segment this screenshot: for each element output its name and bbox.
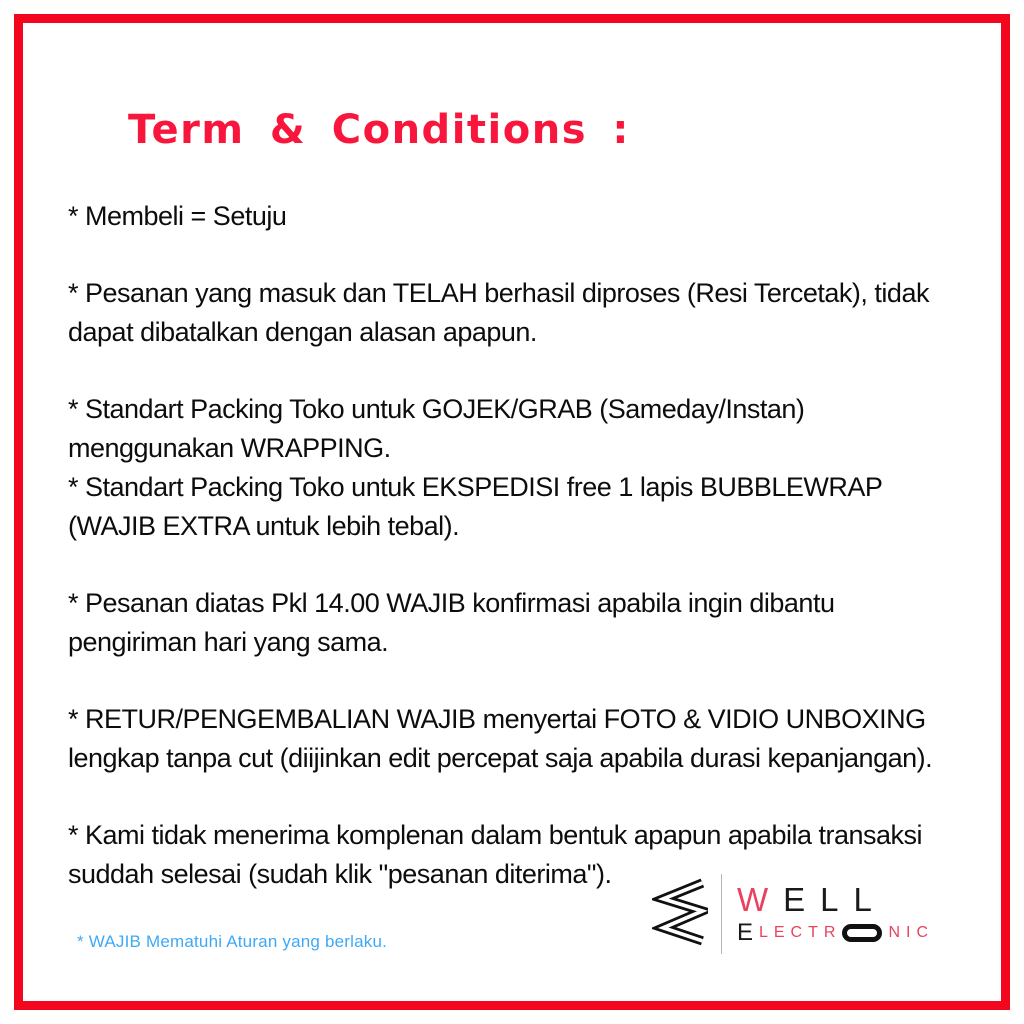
terms-paragraph bbox=[68, 584, 950, 662]
terms-line: suddah selesai (sudah klik "pesanan diterima"). bbox=[68, 859, 612, 889]
logo-subtitle bbox=[737, 921, 934, 945]
terms-line: menggunakan WRAPPING. bbox=[68, 433, 391, 463]
logo-subtitle-end: NIC bbox=[888, 924, 934, 941]
terms-line: * Pesanan diatas Pkl 14.00 WAJIB konfirmasi apabila ingin dibantu bbox=[68, 588, 835, 618]
terms-line: lengkap tanpa cut (diijinkan edit percepat saja apabila durasi kepanjangan). bbox=[68, 743, 933, 773]
terms-paragraph bbox=[68, 197, 950, 236]
terms-line: pengiriman hari yang sama. bbox=[68, 627, 389, 657]
terms-content bbox=[46, 46, 978, 978]
logo-subtitle-mid: LECTR bbox=[758, 924, 842, 941]
well-electronic-logo bbox=[652, 873, 934, 954]
zigzag-w-icon bbox=[652, 873, 708, 954]
red-border-frame bbox=[14, 14, 1010, 1010]
terms-list bbox=[68, 197, 950, 894]
terms-line: * Kami tidak menerima komplenan dalam bentuk apapun apabila transaksi bbox=[68, 820, 923, 850]
terms-line: dapat dibatalkan dengan alasan apapun. bbox=[68, 317, 537, 347]
logo-subtitle-first-letter: E bbox=[736, 919, 759, 946]
pill-o-icon bbox=[842, 924, 882, 942]
logo-name-accent-letter: W bbox=[736, 881, 784, 918]
logo-name-rest: ELL bbox=[783, 881, 887, 918]
terms-paragraph bbox=[68, 274, 950, 352]
compliance-footnote: * WAJIB Mematuhi Aturan yang berlaku. bbox=[77, 932, 388, 951]
logo-name bbox=[737, 882, 934, 918]
terms-line: * Standart Packing Toko untuk EKSPEDISI free 1 lapis BUBBLEWRAP bbox=[68, 472, 883, 502]
terms-line: * Standart Packing Toko untuk GOJEK/GRAB (Sameday/Instan) bbox=[68, 394, 805, 424]
terms-line: * Membeli = Setuju bbox=[68, 201, 287, 231]
terms-line: * Pesanan yang masuk dan TELAH berhasil diproses (Resi Tercetak), tidak bbox=[68, 278, 929, 308]
terms-line: (WAJIB EXTRA untuk lebih tebal). bbox=[68, 511, 460, 541]
logo-text bbox=[737, 882, 934, 945]
logo-divider bbox=[721, 874, 722, 954]
page-title: Term & Conditions : bbox=[128, 107, 630, 153]
terms-paragraph bbox=[68, 390, 950, 546]
terms-line: * RETUR/PENGEMBALIAN WAJIB menyertai FOTO & VIDIO UNBOXING bbox=[68, 704, 926, 734]
terms-paragraph bbox=[68, 700, 950, 778]
